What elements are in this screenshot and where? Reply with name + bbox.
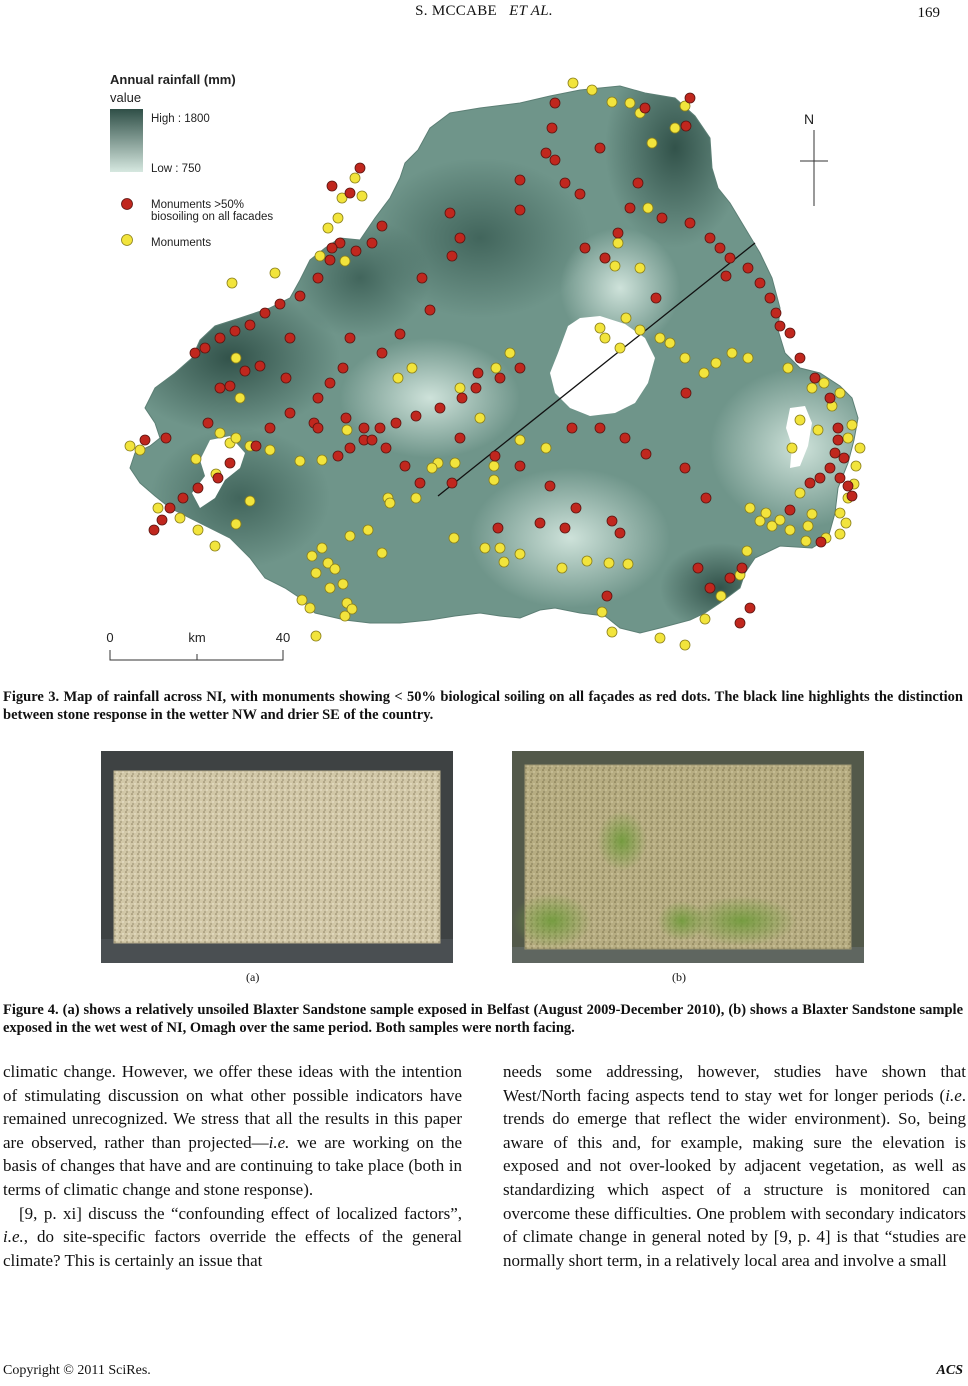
monument-marker-red (200, 343, 210, 353)
monument-marker-red (515, 363, 525, 373)
monument-marker-yellow (711, 358, 721, 368)
monument-marker-yellow (393, 373, 403, 383)
monument-marker-yellow (489, 461, 499, 471)
monument-marker-red (550, 98, 560, 108)
monument-marker-yellow (604, 558, 614, 568)
monument-marker-yellow (557, 563, 567, 573)
monument-marker-yellow (607, 97, 617, 107)
legend-red-marker (122, 199, 133, 210)
monument-marker-yellow (801, 536, 811, 546)
monument-marker-red (765, 293, 775, 303)
scale-end: 40 (275, 630, 291, 645)
monument-marker-red (580, 243, 590, 253)
monument-marker-red (847, 491, 857, 501)
monument-marker-red (325, 255, 335, 265)
monument-marker-yellow (835, 508, 845, 518)
rainfall-map (100, 68, 870, 668)
monument-marker-yellow (665, 338, 675, 348)
rainfall-map-figure (100, 68, 870, 668)
monument-marker-yellow (595, 323, 605, 333)
monument-marker-red (567, 423, 577, 433)
monument-marker-yellow (680, 353, 690, 363)
monument-marker-red (560, 178, 570, 188)
monument-marker-red (295, 291, 305, 301)
monument-marker-red (835, 473, 845, 483)
monument-marker-yellow (235, 393, 245, 403)
monument-marker-yellow (783, 363, 793, 373)
monument-marker-red (825, 393, 835, 403)
monument-marker-yellow (699, 368, 709, 378)
monument-marker-red (681, 388, 691, 398)
monument-marker-red (333, 451, 343, 461)
legend-red-label-line1: Monuments >50% (151, 199, 245, 211)
north-arrow (800, 111, 828, 206)
monument-marker-red (833, 423, 843, 433)
monument-marker-red (755, 278, 765, 288)
monument-marker-yellow (587, 85, 597, 95)
monument-marker-red (535, 518, 545, 528)
monument-marker-red (471, 383, 481, 393)
monument-marker-red (313, 423, 323, 433)
monument-marker-yellow (819, 378, 829, 388)
monument-marker-yellow (411, 493, 421, 503)
monument-marker-red (493, 523, 503, 533)
monument-marker-red (495, 373, 505, 383)
monument-marker-yellow (345, 531, 355, 541)
monument-marker-yellow (449, 533, 459, 543)
monument-marker-red (455, 433, 465, 443)
monument-marker-yellow (761, 508, 771, 518)
monument-marker-yellow (610, 261, 620, 271)
figure4-caption: Figure 4. (a) shows a relatively unsoiled Blaxter Sandstone sample exposed in Belfast (August 2009-December 2010), (b) shows a Blaxter Sandstone sample exposed in the wet west of NI, Omagh over the same period. Both samples were north facing. (3, 1002, 963, 1036)
monument-marker-yellow (270, 268, 280, 278)
monument-marker-yellow (227, 278, 237, 288)
monument-marker-red (705, 233, 715, 243)
monument-marker-yellow (311, 568, 321, 578)
monument-marker-yellow (795, 488, 805, 498)
monument-marker-red (843, 481, 853, 491)
page-number: 169 (917, 5, 940, 21)
monument-marker-yellow (742, 546, 752, 556)
monument-marker-yellow (333, 213, 343, 223)
monument-marker-red (190, 348, 200, 358)
monument-marker-yellow (297, 595, 307, 605)
monument-marker-red (395, 329, 405, 339)
monument-marker-red (602, 591, 612, 601)
monument-marker-red (595, 423, 605, 433)
monument-marker-red (735, 618, 745, 628)
monument-marker-yellow (350, 173, 360, 183)
monument-marker-red (140, 435, 150, 445)
monument-marker-red (657, 213, 667, 223)
monument-marker-yellow (317, 455, 327, 465)
monument-marker-yellow (363, 525, 373, 535)
monument-marker-red (400, 461, 410, 471)
monument-marker-yellow (613, 238, 623, 248)
scale-unit: km (188, 630, 206, 645)
monument-marker-red (275, 299, 285, 309)
monument-marker-yellow (607, 627, 617, 637)
monument-marker-red (411, 411, 421, 421)
monument-marker-yellow (600, 333, 610, 343)
legend-title: Annual rainfall (mm) (110, 72, 236, 87)
monument-marker-yellow (265, 445, 275, 455)
monument-marker-red (359, 423, 369, 433)
monument-marker-red (265, 423, 275, 433)
monument-marker-yellow (135, 445, 145, 455)
monument-marker-red (685, 218, 695, 228)
monument-marker-red (681, 121, 691, 131)
monument-marker-red (595, 143, 605, 153)
monument-marker-red (839, 453, 849, 463)
scale-bar (106, 630, 290, 660)
monument-marker-yellow (175, 513, 185, 523)
monument-marker-yellow (813, 425, 823, 435)
monument-marker-red (737, 563, 747, 573)
monument-marker-red (721, 271, 731, 281)
monument-marker-yellow (385, 498, 395, 508)
monument-marker-red (327, 243, 337, 253)
monument-marker-yellow (807, 509, 817, 519)
footer-journal: ACS (936, 1363, 963, 1378)
monument-marker-red (575, 189, 585, 199)
monument-marker-yellow (835, 529, 845, 539)
monument-marker-yellow (568, 78, 578, 88)
monument-marker-red (213, 473, 223, 483)
monument-marker-yellow (315, 251, 325, 261)
monument-marker-yellow (338, 579, 348, 589)
monument-marker-red (473, 368, 483, 378)
monument-marker-red (417, 273, 427, 283)
monument-marker-red (435, 403, 445, 413)
monument-marker-red (193, 483, 203, 493)
monument-marker-red (680, 463, 690, 473)
monument-marker-red (560, 523, 570, 533)
monument-marker-red (515, 461, 525, 471)
monument-marker-yellow (427, 463, 437, 473)
monument-marker-red (613, 228, 623, 238)
body-column-left (3, 1060, 462, 1272)
monument-marker-red (313, 273, 323, 283)
monument-marker-yellow (647, 138, 657, 148)
monument-marker-red (251, 441, 261, 451)
monument-marker-yellow (680, 640, 690, 650)
running-head-authors: S. MCCABE (415, 3, 497, 19)
map-legend (110, 72, 273, 249)
monument-marker-yellow (377, 548, 387, 558)
monument-marker-yellow (325, 583, 335, 593)
body-paragraph: [9, p. xi] discuss the “confounding effect of localized factors”, i.e., do site-specific factors override the effects of the general climate? This is certainly an issue that (3, 1203, 462, 1270)
monument-marker-yellow (295, 456, 305, 466)
monument-marker-yellow (210, 541, 220, 551)
monument-marker-yellow (340, 611, 350, 621)
monument-marker-red (338, 363, 348, 373)
footer-copyright: Copyright © 2011 SciRes. (3, 1363, 151, 1378)
monument-marker-red (515, 175, 525, 185)
monument-marker-yellow (340, 256, 350, 266)
monument-marker-yellow (835, 388, 845, 398)
monument-marker-red (285, 333, 295, 343)
monument-marker-yellow (450, 458, 460, 468)
monument-marker-red (545, 481, 555, 491)
monument-marker-red (810, 373, 820, 383)
monument-marker-yellow (743, 353, 753, 363)
monument-marker-yellow (491, 363, 501, 373)
monument-marker-yellow (775, 515, 785, 525)
monument-marker-red (515, 205, 525, 215)
body-paragraph: needs some addressing, however, studies have shown that West/North facing aspects tend to stay wet for longer periods (i.e. trends do emerge that reflect the wider environment). So, being aware of this and, for example, making sure the elevation is exposed and not over-looked by adjacent vegetation, as well as standardizing which aspect of a structure is monitored can overcome these difficulties. One problem with secondary indicators of climate change in general noted by [9, p. 4] is that “studies are normally short term, in a relatively local area and involve a small (503, 1062, 966, 1270)
monument-marker-red (381, 443, 391, 453)
monument-marker-yellow (231, 433, 241, 443)
monument-marker-yellow (855, 443, 865, 453)
monument-marker-yellow (625, 98, 635, 108)
monument-marker-red (415, 478, 425, 488)
monument-marker-yellow (803, 521, 813, 531)
monument-marker-red (795, 353, 805, 363)
monument-marker-yellow (847, 420, 857, 430)
monument-marker-yellow (787, 443, 797, 453)
scale-start: 0 (106, 630, 114, 645)
monument-marker-red (367, 238, 377, 248)
figure3-caption: Figure 3. Map of rainfall across NI, with monuments showing < 50% biological soiling on all façades as red dots. The black line highlights the distinction between stone response in the wetter NW and drier SE of the country. (3, 689, 963, 723)
monument-marker-red (571, 503, 581, 513)
legend-low-label: Low : 750 (151, 163, 201, 175)
monument-marker-red (345, 333, 355, 343)
legend-high-label: High : 1800 (151, 113, 210, 125)
monument-marker-red (725, 573, 735, 583)
monument-marker-red (375, 423, 385, 433)
legend-value-label: value (110, 90, 142, 105)
monument-marker-red (178, 493, 188, 503)
running-head-et-al: ET AL. (509, 3, 553, 19)
monument-marker-red (230, 326, 240, 336)
monument-marker-yellow (851, 461, 861, 471)
legend-yellow-marker (122, 235, 133, 246)
monument-marker-red (725, 253, 735, 263)
monument-marker-yellow (795, 415, 805, 425)
monument-marker-red (830, 448, 840, 458)
monument-marker-red (215, 383, 225, 393)
monument-marker-yellow (499, 557, 509, 567)
monument-marker-red (625, 203, 635, 213)
monument-marker-yellow (125, 441, 135, 451)
monument-marker-yellow (317, 543, 327, 553)
monument-marker-red (327, 181, 337, 191)
monument-marker-yellow (191, 454, 201, 464)
monument-marker-yellow (727, 348, 737, 358)
monument-marker-red (255, 361, 265, 371)
monument-marker-yellow (323, 223, 333, 233)
body-paragraph: climatic change. However, we offer these ideas with the intention of stimulating discussion on what other possible indicators have remained unrecognized. We stress that all the results in this paper are observed, rather than projected―i.e. we are working on the basis of changes that have and are continuing to take place (both in terms of climatic change and stone response). (3, 1062, 462, 1199)
monument-marker-yellow (215, 428, 225, 438)
monument-marker-red (771, 308, 781, 318)
monument-marker-red (447, 478, 457, 488)
monument-marker-red (785, 328, 795, 338)
legend-red-label-line2: biosoiling on all facades (151, 211, 274, 223)
monument-marker-red (203, 418, 213, 428)
monument-marker-yellow (305, 603, 315, 613)
monument-marker-red (377, 348, 387, 358)
monument-marker-red (157, 515, 167, 525)
monument-marker-yellow (231, 519, 241, 529)
monument-marker-yellow (615, 343, 625, 353)
monument-marker-yellow (231, 353, 241, 363)
monument-marker-yellow (635, 263, 645, 273)
monument-marker-red (341, 413, 351, 423)
monument-marker-red (457, 393, 467, 403)
monument-marker-red (165, 503, 175, 513)
monument-marker-red (651, 293, 661, 303)
monument-marker-red (607, 516, 617, 526)
north-label: N (803, 111, 815, 127)
monument-marker-red (345, 443, 355, 453)
monument-marker-red (785, 505, 795, 515)
monument-marker-red (547, 123, 557, 133)
monument-marker-red (816, 537, 826, 547)
monument-marker-red (445, 208, 455, 218)
monument-marker-red (240, 366, 250, 376)
monument-marker-red (367, 435, 377, 445)
monument-marker-yellow (655, 333, 665, 343)
monument-marker-yellow (515, 435, 525, 445)
monument-marker-red (745, 603, 755, 613)
monument-marker-yellow (716, 591, 726, 601)
monument-marker-yellow (357, 191, 367, 201)
monument-marker-red (377, 221, 387, 231)
monument-marker-yellow (807, 383, 817, 393)
monument-marker-yellow (245, 496, 255, 506)
monument-marker-yellow (515, 549, 525, 559)
monument-marker-red (245, 320, 255, 330)
monument-marker-red (215, 333, 225, 343)
monument-marker-yellow (505, 348, 515, 358)
monument-marker-red (685, 93, 695, 103)
monument-marker-red (715, 243, 725, 253)
legend-color-ramp (110, 109, 143, 172)
monument-marker-red (775, 321, 785, 331)
monument-marker-red (391, 418, 401, 428)
monument-marker-yellow (311, 631, 321, 641)
monument-marker-red (633, 178, 643, 188)
monument-marker-yellow (455, 383, 465, 393)
monument-marker-yellow (153, 503, 163, 513)
photo-unsoiled-sandstone (101, 751, 453, 963)
monument-marker-red (260, 308, 270, 318)
monument-marker-red (447, 251, 457, 261)
monument-marker-red (425, 305, 435, 315)
running-head (0, 3, 968, 20)
monument-marker-red (541, 148, 551, 158)
monument-marker-yellow (745, 503, 755, 513)
monument-marker-yellow (635, 325, 645, 335)
monument-marker-yellow (670, 123, 680, 133)
monument-marker-red (281, 373, 291, 383)
monument-marker-red (313, 393, 323, 403)
monument-marker-red (149, 525, 159, 535)
monument-marker-red (640, 103, 650, 113)
figure4-label-b: (b) (672, 970, 686, 984)
monument-marker-yellow (700, 614, 710, 624)
legend-yellow-label: Monuments (151, 237, 212, 249)
monument-marker-yellow (193, 525, 203, 535)
monument-marker-red (815, 473, 825, 483)
monument-marker-red (225, 381, 235, 391)
monument-marker-red (615, 528, 625, 538)
monument-marker-red (490, 451, 500, 461)
monument-marker-red (455, 233, 465, 243)
monument-marker-red (805, 478, 815, 488)
photo-biosoiled-sandstone (512, 751, 864, 963)
monument-marker-red (345, 188, 355, 198)
monument-marker-yellow (407, 363, 417, 373)
monument-marker-yellow (307, 551, 317, 561)
monument-marker-red (161, 433, 171, 443)
monument-marker-yellow (541, 443, 551, 453)
monument-marker-yellow (330, 564, 340, 574)
monument-marker-red (550, 155, 560, 165)
monument-marker-yellow (495, 543, 505, 553)
monument-marker-red (325, 378, 335, 388)
monument-marker-red (285, 408, 295, 418)
monument-marker-yellow (623, 559, 633, 569)
monument-marker-red (351, 246, 361, 256)
monument-marker-yellow (342, 425, 352, 435)
monument-marker-red (620, 433, 630, 443)
monument-marker-yellow (655, 633, 665, 643)
monument-marker-red (701, 493, 711, 503)
monument-marker-red (600, 253, 610, 263)
monument-marker-yellow (489, 475, 499, 485)
monument-marker-yellow (597, 607, 607, 617)
monument-marker-yellow (582, 556, 592, 566)
monument-marker-yellow (475, 413, 485, 423)
monument-marker-red (833, 435, 843, 445)
monument-marker-red (693, 563, 703, 573)
monument-marker-yellow (621, 313, 631, 323)
monument-marker-yellow (643, 203, 653, 213)
monument-marker-yellow (785, 525, 795, 535)
monument-marker-red (225, 458, 235, 468)
monument-marker-red (705, 583, 715, 593)
monument-marker-red (355, 163, 365, 173)
monument-marker-yellow (843, 433, 853, 443)
monument-marker-red (641, 449, 651, 459)
monument-marker-yellow (841, 518, 851, 528)
monument-marker-yellow (480, 543, 490, 553)
body-column-right (503, 1060, 966, 1272)
monument-marker-red (743, 263, 753, 273)
figure4-label-a: (a) (246, 970, 260, 984)
monument-marker-red (825, 463, 835, 473)
